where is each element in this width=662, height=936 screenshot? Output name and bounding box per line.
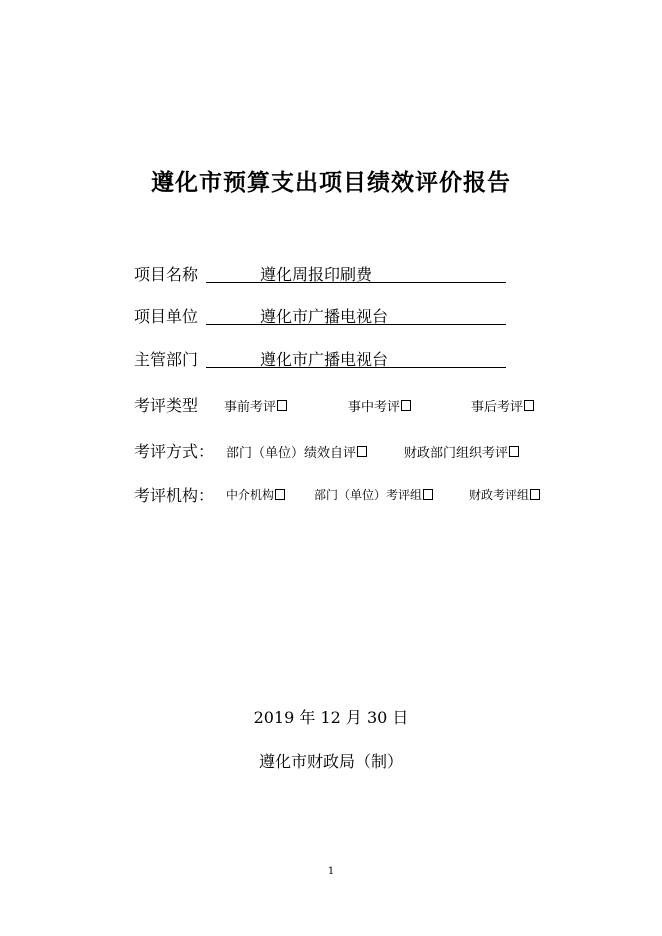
option-mid-eval[interactable]	[348, 396, 411, 415]
checkbox[interactable]	[277, 400, 287, 411]
option-label: 财政考评组	[469, 488, 530, 502]
field-value: 遵化市广播电视台	[260, 350, 389, 369]
checkbox[interactable]	[423, 489, 433, 500]
option-agency[interactable]	[226, 486, 285, 503]
field-value: 遵化周报印刷费	[260, 265, 373, 284]
option-label: 事前考评	[224, 400, 277, 415]
option-label: 财政部门组织考评	[404, 446, 509, 461]
row-label: 考评机构：	[134, 486, 215, 505]
option-post-eval[interactable]	[471, 396, 534, 415]
checkbox[interactable]	[530, 489, 540, 500]
option-finance-dept-eval[interactable]	[404, 442, 519, 461]
option-self-eval[interactable]	[226, 442, 367, 461]
field-label: 项目单位	[134, 307, 199, 326]
option-pre-eval[interactable]	[224, 396, 287, 415]
row-label: 考评类型	[134, 396, 199, 415]
field-value: 遵化市广播电视台	[260, 307, 389, 326]
issuer: 遵化市财政局（制）	[258, 752, 403, 771]
field-label: 主管部门	[134, 350, 199, 369]
option-label: 中介机构	[226, 488, 275, 502]
field-label: 项目名称	[134, 265, 199, 284]
option-label: 事后考评	[471, 400, 524, 415]
option-dept-group[interactable]	[314, 486, 433, 503]
checkbox[interactable]	[524, 400, 534, 411]
checkbox[interactable]	[357, 446, 367, 457]
checkbox[interactable]	[275, 489, 285, 500]
option-finance-group[interactable]	[469, 486, 540, 503]
page-number: 1	[327, 866, 335, 877]
report-title: 遵化市预算支出项目绩效评价报告	[151, 170, 511, 196]
checkbox[interactable]	[401, 400, 411, 411]
row-label: 考评方式：	[134, 442, 215, 461]
report-date: 2019 年 12 月 30 日	[253, 708, 409, 727]
checkbox[interactable]	[509, 446, 519, 457]
option-label: 事中考评	[348, 400, 401, 415]
option-label: 部门（单位）绩效自评	[226, 446, 357, 461]
option-label: 部门（单位）考评组	[314, 488, 423, 502]
